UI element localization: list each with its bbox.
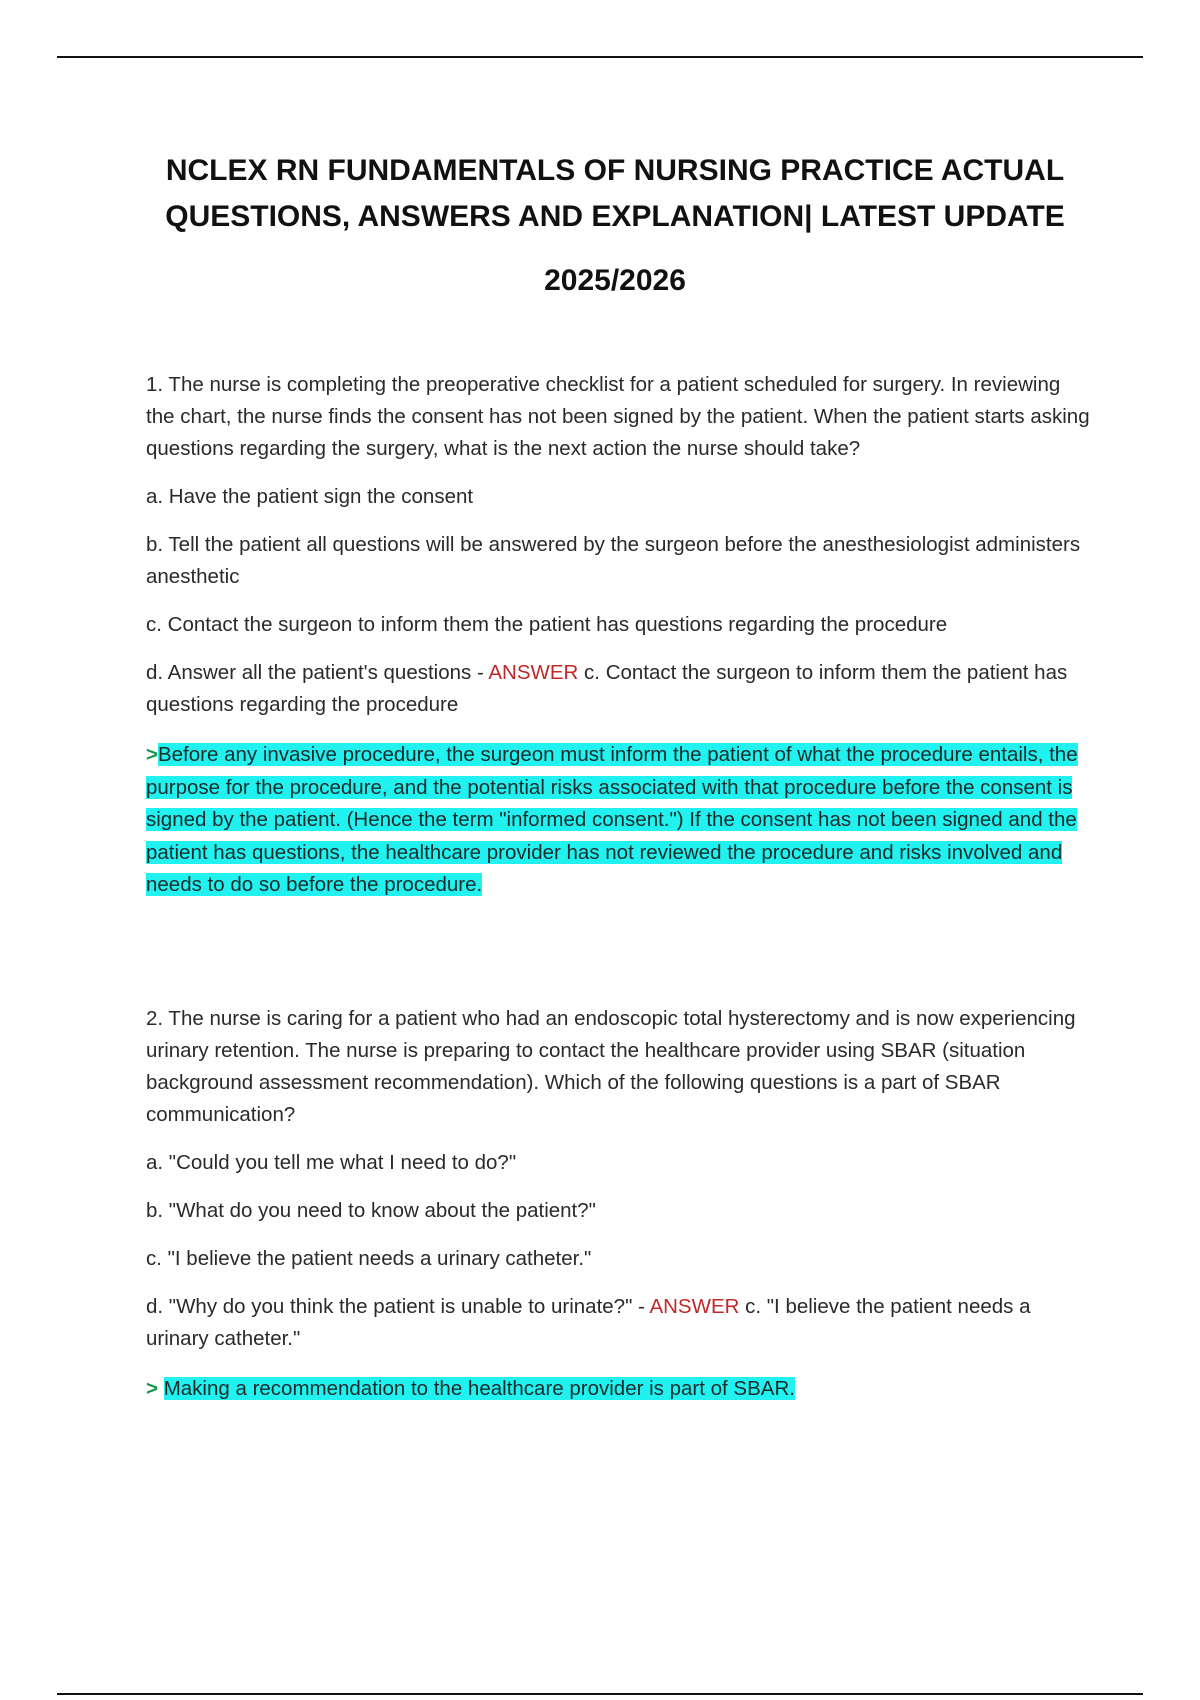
title-line-1: NCLEX RN FUNDAMENTALS OF NURSING PRACTICE ACTUAL (165, 154, 1065, 187)
question-1 (146, 369, 1092, 902)
explanation (146, 1373, 1092, 1406)
option-d-with-answer (146, 657, 1092, 721)
question-stem: 2. The nurse is caring for a patient who had an endoscopic total hysterectomy and is now experiencing urinary retention. The nurse is preparing to contact the healthcare provider using SBAR (situation background assessment recommendation). Which of the following questions is a part of SBAR communication? (146, 1007, 1076, 1126)
explanation-marker: > (146, 743, 158, 766)
title-line-2: QUESTIONS, ANSWERS AND EXPLANATION| LATEST UPDATE (165, 200, 1065, 233)
bottom-rule (57, 1693, 1143, 1695)
explanation-text: Before any invasive procedure, the surgeon must inform the patient of what the procedure entails, the purpose for the procedure, and the potential risks associated with that procedure before the consent is signed by the patient. (Hence the term "informed consent.") If the consent has not been signed and the patient has questions, the healthcare provider has not reviewed the procedure and risks involved and needs to do so before the procedure. (146, 743, 1078, 896)
option-c: c. Contact the surgeon to inform them the patient has questions regarding the procedure (146, 613, 948, 636)
question-stem: 1. The nurse is completing the preoperative checklist for a patient scheduled for surgery. In reviewing the chart, the nurse finds the consent has not been signed by the patient. When the patient starts asking questions regarding the surgery, what is the next action the nurse should take? (146, 373, 1090, 460)
answer-keyword: ANSWER (649, 1295, 740, 1318)
option-a: a. "Could you tell me what I need to do?" (146, 1151, 517, 1174)
explanation (146, 739, 1092, 902)
answer-text: c. "I believe the patient needs a urinary catheter." (146, 1295, 1031, 1350)
option-d: d. Answer all the patient's questions - (146, 661, 489, 684)
answer-keyword: ANSWER (488, 661, 579, 684)
explanation-text: Making a recommendation to the healthcare provider is part of SBAR. (163, 1377, 795, 1400)
option-b: b. "What do you need to know about the patient?" (146, 1199, 596, 1222)
document-title (100, 148, 1130, 304)
option-a: a. Have the patient sign the consent (146, 485, 474, 508)
option-d-with-answer (146, 1291, 1092, 1355)
answer-text: c. Contact the surgeon to inform them the patient has questions regarding the procedure (146, 661, 1068, 716)
option-d: d. "Why do you think the patient is unable to urinate?" - (146, 1295, 650, 1318)
option-b: b. Tell the patient all questions will be answered by the surgeon before the anesthesiologist administers anesthetic (146, 533, 1081, 588)
explanation-marker: > (146, 1377, 158, 1400)
question-2 (146, 1003, 1092, 1406)
title-line-3: 2025/2026 (544, 264, 686, 297)
top-rule (57, 56, 1143, 58)
option-c: c. "I believe the patient needs a urinary catheter." (146, 1247, 592, 1270)
